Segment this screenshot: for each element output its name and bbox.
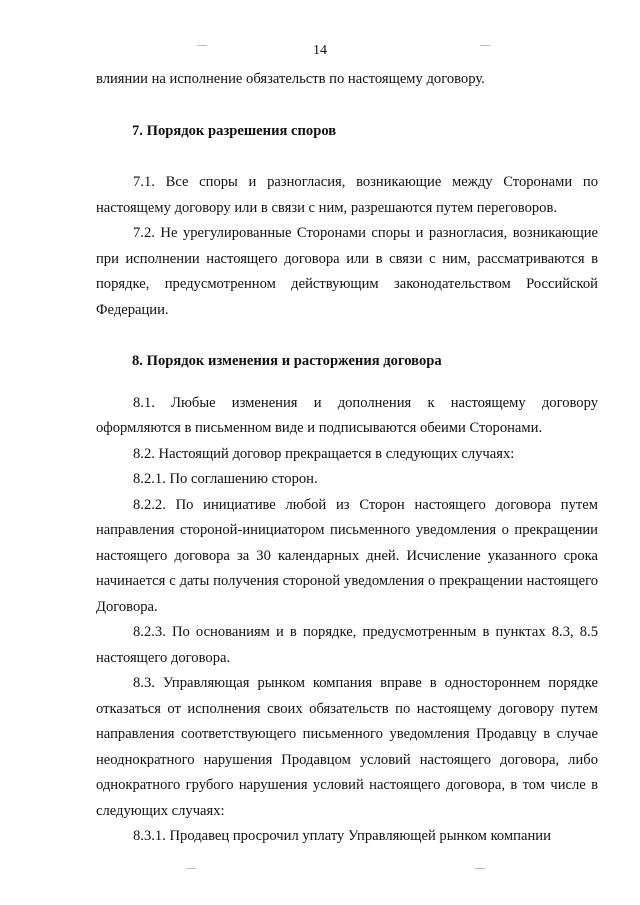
scan-speck (475, 868, 485, 869)
paragraph-8-2-1: 8.2.1. По соглашению сторон. (133, 471, 318, 487)
section-heading-7: 7. Порядок разрешения споров (132, 122, 337, 139)
scan-speck (186, 868, 196, 869)
page-number: 14 (313, 43, 327, 58)
paragraph-7-2: 7.2. Не урегулированные Сторонами споры и разногласия, возникающие при исполнении настоящего договора или в связи с ним, рассматриваются в порядке, предусмотренном действующим законодательством Российской Федерации. (96, 225, 598, 318)
paragraph-7-1: 7.1. Все споры и разногласия, возникающие между Сторонами по настоящему договору или в связи с ним, разрешаются путем переговоров. (96, 174, 598, 216)
paragraph-8-2-2: 8.2.2. По инициативе любой из Сторон настоящего договора путем направления стороной-инициатором письменного уведомления о прекращении настоящего договора за 30 календарных дней. Исчисление указанного срока начинается с даты получения стороной уведомления о прекращении настоящего Договора. (96, 496, 598, 615)
paragraph-8-1: 8.1. Любые изменения и дополнения к настоящему договору оформляются в письменном виде и подписываются обеими Сторонами. (96, 394, 598, 436)
section-heading-8: 8. Порядок изменения и расторжения договора (132, 353, 442, 369)
paragraph-8-3: 8.3. Управляющая рынком компания вправе в одностороннем порядке отказаться от исполнения своих обязательств по настоящему договору путем направления соответствующего письменного уведомления Продавцу в случае неоднократного нарушения Продавцом условий настоящего договора, либо однократного грубого нарушения условий настоящего договора, в том числе в следующих случаях: (96, 675, 598, 819)
paragraph-8-2: 8.2. Настоящий договор прекращается в следующих случаях: (133, 445, 515, 462)
paragraph-continuation: влиянии на исполнение обязательств по настоящему договору. (96, 71, 485, 87)
paragraph-8-3-1: 8.3.1. Продавец просрочил уплату Управляющей рынком компании (133, 828, 551, 844)
document-body (96, 67, 598, 850)
paragraph-8-2-3: 8.2.3. По основаниям и в порядке, предусмотренным в пунктах 8.3, 8.5 настоящего договора. (96, 624, 598, 666)
